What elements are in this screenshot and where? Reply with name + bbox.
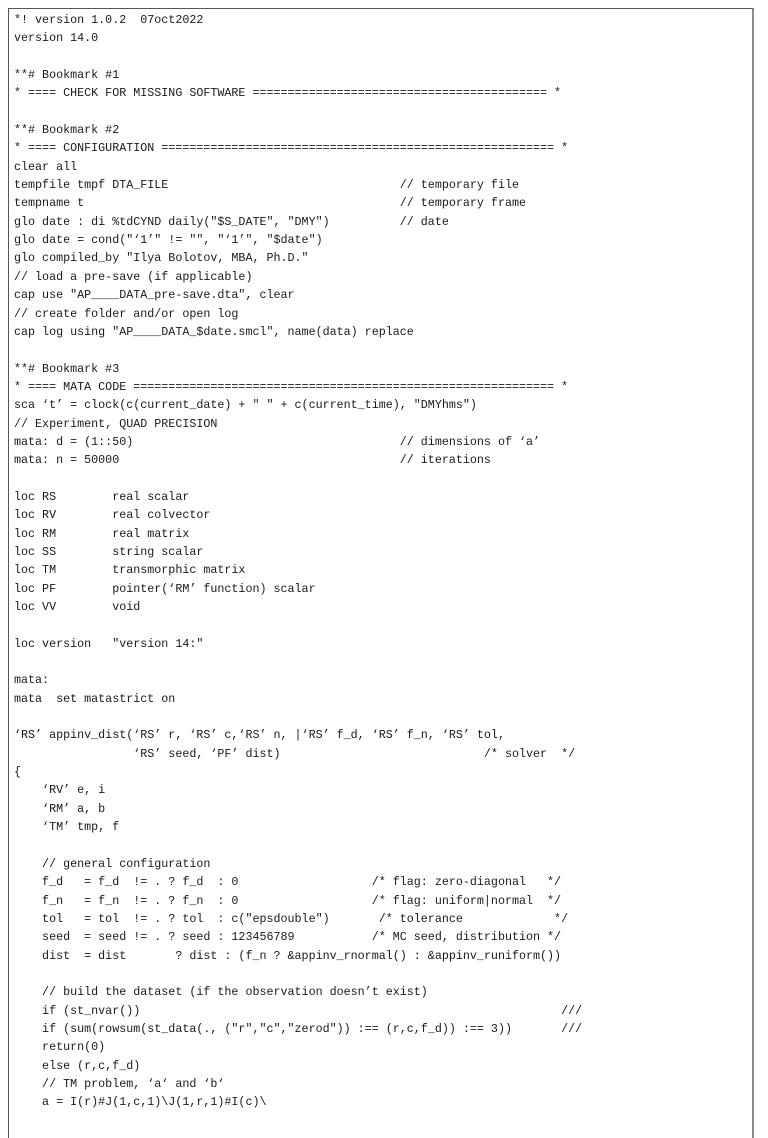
- code-line: {: [14, 765, 22, 780]
- code-line: // Experiment, QUAD PRECISION: [14, 416, 218, 431]
- code-line: [14, 470, 582, 488]
- code-line: ‘RV’ e, i: [14, 783, 106, 798]
- code-line: cap log using "AP____DATA_$date.smcl", name(data) replace: [14, 324, 414, 339]
- code-line: dist = dist ? dist : (f_n ? &appinv_rnormal() : &appinv_runiform()): [14, 948, 562, 963]
- code-line: [14, 48, 582, 66]
- code-line: f_n = f_n != . ? f_n : 0 /* flag: uniform|normal */: [14, 893, 562, 908]
- code-line: [14, 708, 582, 726]
- code-line: **# Bookmark #3: [14, 361, 120, 376]
- code-line: ‘RM’ a, b: [14, 801, 106, 816]
- code-line: return(0): [14, 1040, 106, 1055]
- code-line: loc RS real scalar: [14, 489, 190, 504]
- code-line: tempname t // temporary frame: [14, 196, 526, 211]
- code-line: tempfile tmpf DTA_FILE // temporary file: [14, 178, 519, 193]
- code-line: [14, 965, 582, 983]
- code-line: f_d = f_d != . ? f_d : 0 /* flag: zero-diagonal */: [14, 875, 562, 890]
- code-line: seed = seed != . ? seed : 123456789 /* MC seed, distribution */: [14, 930, 562, 945]
- code-line: tol = tol != . ? tol : c("epsdouble") /* tolerance */: [14, 911, 569, 926]
- code-line: ‘RS’ appinv_dist(‘RS’ r, ‘RS’ c,‘RS’ n, |‘RS’ f_d, ‘RS’ f_n, ‘RS’ tol,: [14, 728, 505, 743]
- code-line: a = I(r)#J(1,c,1)\J(1,r,1)#I(c)\: [14, 1095, 267, 1110]
- code-line: // general configuration: [14, 856, 211, 871]
- code-line: if (st_nvar()) ///: [14, 1003, 583, 1018]
- code-line: [14, 836, 582, 854]
- code-line: mata set matastrict on: [14, 691, 176, 706]
- code-line: ‘TM’ tmp, f: [14, 820, 120, 835]
- code-line: ‘RS’ seed, ‘PF’ dist) /* solver */: [14, 746, 576, 761]
- code-line: **# Bookmark #2: [14, 123, 120, 138]
- code-line: mata: n = 50000 // iterations: [14, 453, 491, 468]
- code-line: [14, 653, 582, 671]
- code-line: cap use "AP____DATA_pre-save.dta", clear: [14, 288, 295, 303]
- code-line: glo date = cond("‘1’" != "", "‘1’", "$date"): [14, 233, 323, 248]
- code-line: loc RV real colvector: [14, 508, 211, 523]
- code-line: mata:: [14, 673, 50, 688]
- code-line: glo date : di %tdCYND daily("$S_DATE", "DMY") // date: [14, 214, 449, 229]
- code-line: glo compiled_by "Ilya Bolotov, MBA, Ph.D.": [14, 251, 309, 266]
- code-line: loc version "version 14:": [14, 636, 204, 651]
- code-line: loc VV void: [14, 600, 141, 614]
- code-line: * ==== MATA CODE ============================================================ *: [14, 379, 569, 394]
- code-line: *! version 1.0.2 07oct2022: [14, 13, 204, 27]
- code-line: [14, 616, 582, 634]
- code-line: loc PF pointer(‘RM’ function) scalar: [14, 581, 316, 596]
- code-line: sca ‘t’ = clock(c(current_date) + " " + c(current_time), "DMYhms"): [14, 398, 477, 413]
- code-line: version 14.0: [14, 31, 99, 46]
- code-line: [14, 103, 582, 121]
- code-line: else (r,c,f_d): [14, 1058, 141, 1073]
- code-line: // load a pre-save (if applicable): [14, 269, 253, 284]
- code-line: * ==== CONFIGURATION ======================================================== *: [14, 141, 569, 156]
- code-line: loc SS string scalar: [14, 544, 204, 559]
- code-line: loc RM real matrix: [14, 526, 190, 541]
- code-line: [14, 341, 582, 359]
- code-line: mata: d = (1::50) // dimensions of ‘a’: [14, 434, 541, 449]
- code-line: clear all: [14, 159, 78, 174]
- code-listing: [14, 11, 582, 1112]
- code-line: if (sum(rowsum(st_data(., ("r","c","zerod")) :== (r,c,f_d)) :== 3)) ///: [14, 1021, 583, 1036]
- code-line: **# Bookmark #1: [14, 68, 120, 83]
- code-line: loc TM transmorphic matrix: [14, 563, 246, 578]
- code-line: * ==== CHECK FOR MISSING SOFTWARE ========================================== *: [14, 86, 562, 101]
- code-line: // build the dataset (if the observation doesn’t exist): [14, 985, 428, 1000]
- code-line: // TM problem, ‘a‘ and ‘b‘: [14, 1076, 225, 1091]
- code-line: // create folder and/or open log: [14, 306, 239, 321]
